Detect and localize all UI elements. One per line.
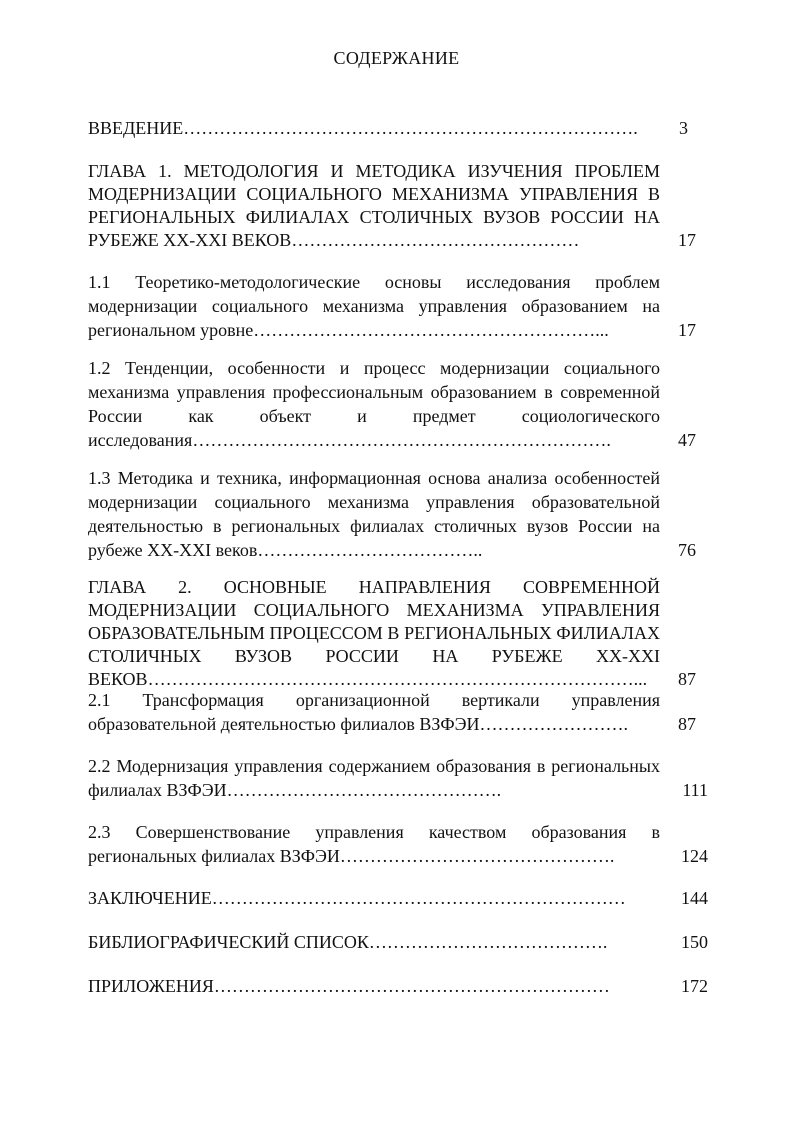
toc-leader-dots: …………………………………………………... — [253, 320, 609, 340]
toc-page-number: 87 — [678, 669, 696, 689]
toc-leader-dots: ……………………………….. — [257, 540, 483, 560]
toc-entry-chapter-1[interactable] — [88, 160, 708, 252]
toc-entry-text: 2.3 Совершенствование управления качеством образования в региональных филиалах ВЗФЭИ — [88, 822, 660, 866]
toc-leader-dots: …………………………………. — [368, 932, 608, 952]
toc-entry-text: ЗАКЛЮЧЕНИЕ — [88, 888, 212, 908]
toc-page-number: 47 — [678, 430, 696, 450]
toc-entry-section-1-3[interactable] — [88, 466, 708, 562]
toc-leader-dots: ………………………………………… — [291, 230, 580, 250]
toc-entry-section-1-2[interactable] — [88, 356, 708, 452]
toc-page-number: 172 — [681, 976, 708, 996]
toc-entry-text: БИБЛИОГРАФИЧЕСКИЙ СПИСОК — [88, 932, 369, 952]
toc-entry-text: ГЛАВА 1. МЕТОДОЛОГИЯ И МЕТОДИКА ИЗУЧЕНИЯ ПРОБЛЕМ МОДЕРНИЗАЦИИ СОЦИАЛЬНОГО МЕХАНИЗМА УПРАВЛЕНИЯ В РЕГИОНАЛЬНЫХ ФИЛИАЛАХ СТОЛИЧНЫХ ВУЗОВ РОССИИ НА РУБЕЖЕ ХХ-ХХI ВЕКОВ — [88, 161, 660, 250]
toc-leader-dots: ………………………………………. — [339, 846, 615, 866]
toc-leader-dots: ………………………………………. — [226, 780, 502, 800]
toc-entry-text: 1.2 Тенденции, особенности и процесс модернизации социального механизма управления профессиональным образованием в современной России как объект и предмет социологического исследования — [88, 358, 660, 450]
toc-entry-text: ВВЕДЕНИЕ — [88, 118, 184, 138]
toc-entry-introduction[interactable] — [88, 116, 708, 140]
toc-page-number: 87 — [678, 714, 696, 734]
toc-entry-section-2-3[interactable] — [88, 820, 708, 868]
toc-page-number: 144 — [681, 888, 708, 908]
toc-entry-conclusion[interactable] — [88, 886, 708, 910]
toc-title: СОДЕРЖАНИЕ — [333, 48, 460, 68]
toc-page-number: 17 — [678, 230, 696, 250]
toc-leader-dots: …………………………………………………………… — [211, 888, 626, 908]
toc-entry-text: ПРИЛОЖЕНИЯ — [88, 976, 214, 996]
toc-page-number: 150 — [681, 932, 708, 952]
toc-page-number: 124 — [681, 846, 708, 866]
toc-entry-section-2-2[interactable] — [88, 754, 708, 802]
toc-page-number: 76 — [678, 540, 696, 560]
toc-page-number: 17 — [678, 320, 696, 340]
toc-entry-section-1-1[interactable] — [88, 270, 708, 342]
toc-entry-text: 2.2 Модернизация управления содержанием образования в региональных филиалах ВЗФЭИ — [88, 756, 660, 800]
toc-entry-appendices[interactable] — [88, 974, 708, 998]
toc-entry-text: 2.1 Трансформация организационной вертикали управления образовательной деятельностью филиалов ВЗФЭИ — [88, 690, 660, 734]
toc-entry-bibliography[interactable] — [88, 930, 708, 954]
toc-leader-dots: …………………………………………………………………. — [183, 118, 638, 138]
toc-leader-dots: ………………………………………………………………………... — [147, 669, 648, 689]
toc-entry-chapter-2[interactable] — [88, 576, 708, 691]
toc-entry-section-2-1[interactable] — [88, 688, 708, 736]
toc-leader-dots: ……………………. — [479, 714, 628, 734]
toc-page-number: 111 — [682, 780, 708, 800]
toc-entry-text: 1.3 Методика и техника, информационная основа анализа особенностей модернизации социального механизма управления образовательной деятельностью в региональных филиалах столичных вузов России на рубеже ХХ-ХХI веков — [88, 468, 660, 560]
toc-page-number: 3 — [679, 118, 688, 138]
toc-leader-dots: ………………………………………………………… — [213, 976, 610, 996]
toc-entry-text: ГЛАВА 2. ОСНОВНЫЕ НАПРАВЛЕНИЯ СОВРЕМЕННОЙ МОДЕРНИЗАЦИИ СОЦИАЛЬНОГО МЕХАНИЗМА УПРАВЛЕНИЯ ОБРАЗОВАТЕЛЬНЫМ ПРОЦЕССОМ В РЕГИОНАЛЬНЫХ ФИЛИАЛАХ СТОЛИЧНЫХ ВУЗОВ РОССИИ НА РУБЕЖЕ ХХ-ХХI ВЕКОВ — [88, 577, 660, 689]
toc-leader-dots: ……………………………………………………………. — [192, 430, 611, 450]
toc-entry-text: 1.1 Теоретико-методологические основы исследования проблем модернизации социального механизма управления образованием на региональном уровне — [88, 272, 660, 340]
